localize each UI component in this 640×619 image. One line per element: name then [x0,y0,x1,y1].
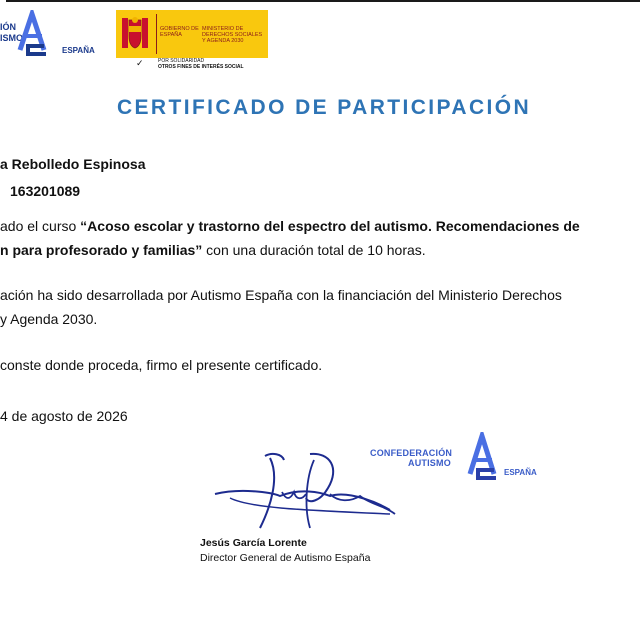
solidaridad-mark [136,58,276,72]
logo-left-line2: ISMO [0,33,24,43]
solidaridad-label: POR SOLIDARIDAD [158,58,205,64]
confederacion-logo [368,430,558,490]
funding-line-2: y Agenda 2030. [0,311,98,327]
autismo-ae-icon [464,432,504,486]
course-prefix: ado el curso [0,218,81,234]
signatory-role: Director General de Autismo España [200,552,371,564]
closing-statement: conste donde proceda, firmo el presente certificado. [0,357,323,373]
course-title-part2: n para profesorado y familias” [0,242,203,258]
confederacion-label: CONFEDERACIÓN [370,448,453,458]
gobierno-separator [156,14,157,54]
ministerio-text: MINISTERIO DE DERECHOS SOCIALES Y AGENDA 2030 [202,26,263,44]
check-icon: ✓ [136,58,144,68]
participant-id: 163201089 [10,183,81,199]
espana-label: ESPAÑA [504,468,537,477]
top-border [0,0,640,2]
certificate-title: CERTIFICADO DE PARTICIPACIÓN [116,96,532,119]
participant-name: a Rebolledo Espinosa [0,156,146,172]
coat-of-arms-icon [120,16,150,52]
issue-date: 4 de agosto de 2026 [0,408,128,424]
fines-sociales-label: OTROS FINES DE INTERÉS SOCIAL [158,64,244,70]
course-title-part1: “Acoso escolar y trastorno del espectro del autismo. Recomendaciones de [80,218,580,234]
gobierno-logo [116,10,268,58]
autismo-logo-left [0,8,110,68]
course-line-1 [0,218,580,234]
logo-left-line3: ESPAÑA [62,46,95,55]
course-line-2 [0,242,426,258]
funding-line-1: ación ha sido desarrollada por Autismo España con la financiación del Ministerio Derechos [0,287,562,303]
signatory-name: Jesús García Lorente [200,537,307,549]
autismo-label: AUTISMO [408,458,451,468]
autismo-ae-icon [14,10,54,62]
gobierno-text: GOBIERNO DE ESPAÑA [160,26,199,38]
logo-left-line1: IÓN [0,22,17,32]
course-duration: con una duración total de 10 horas. [202,242,426,258]
